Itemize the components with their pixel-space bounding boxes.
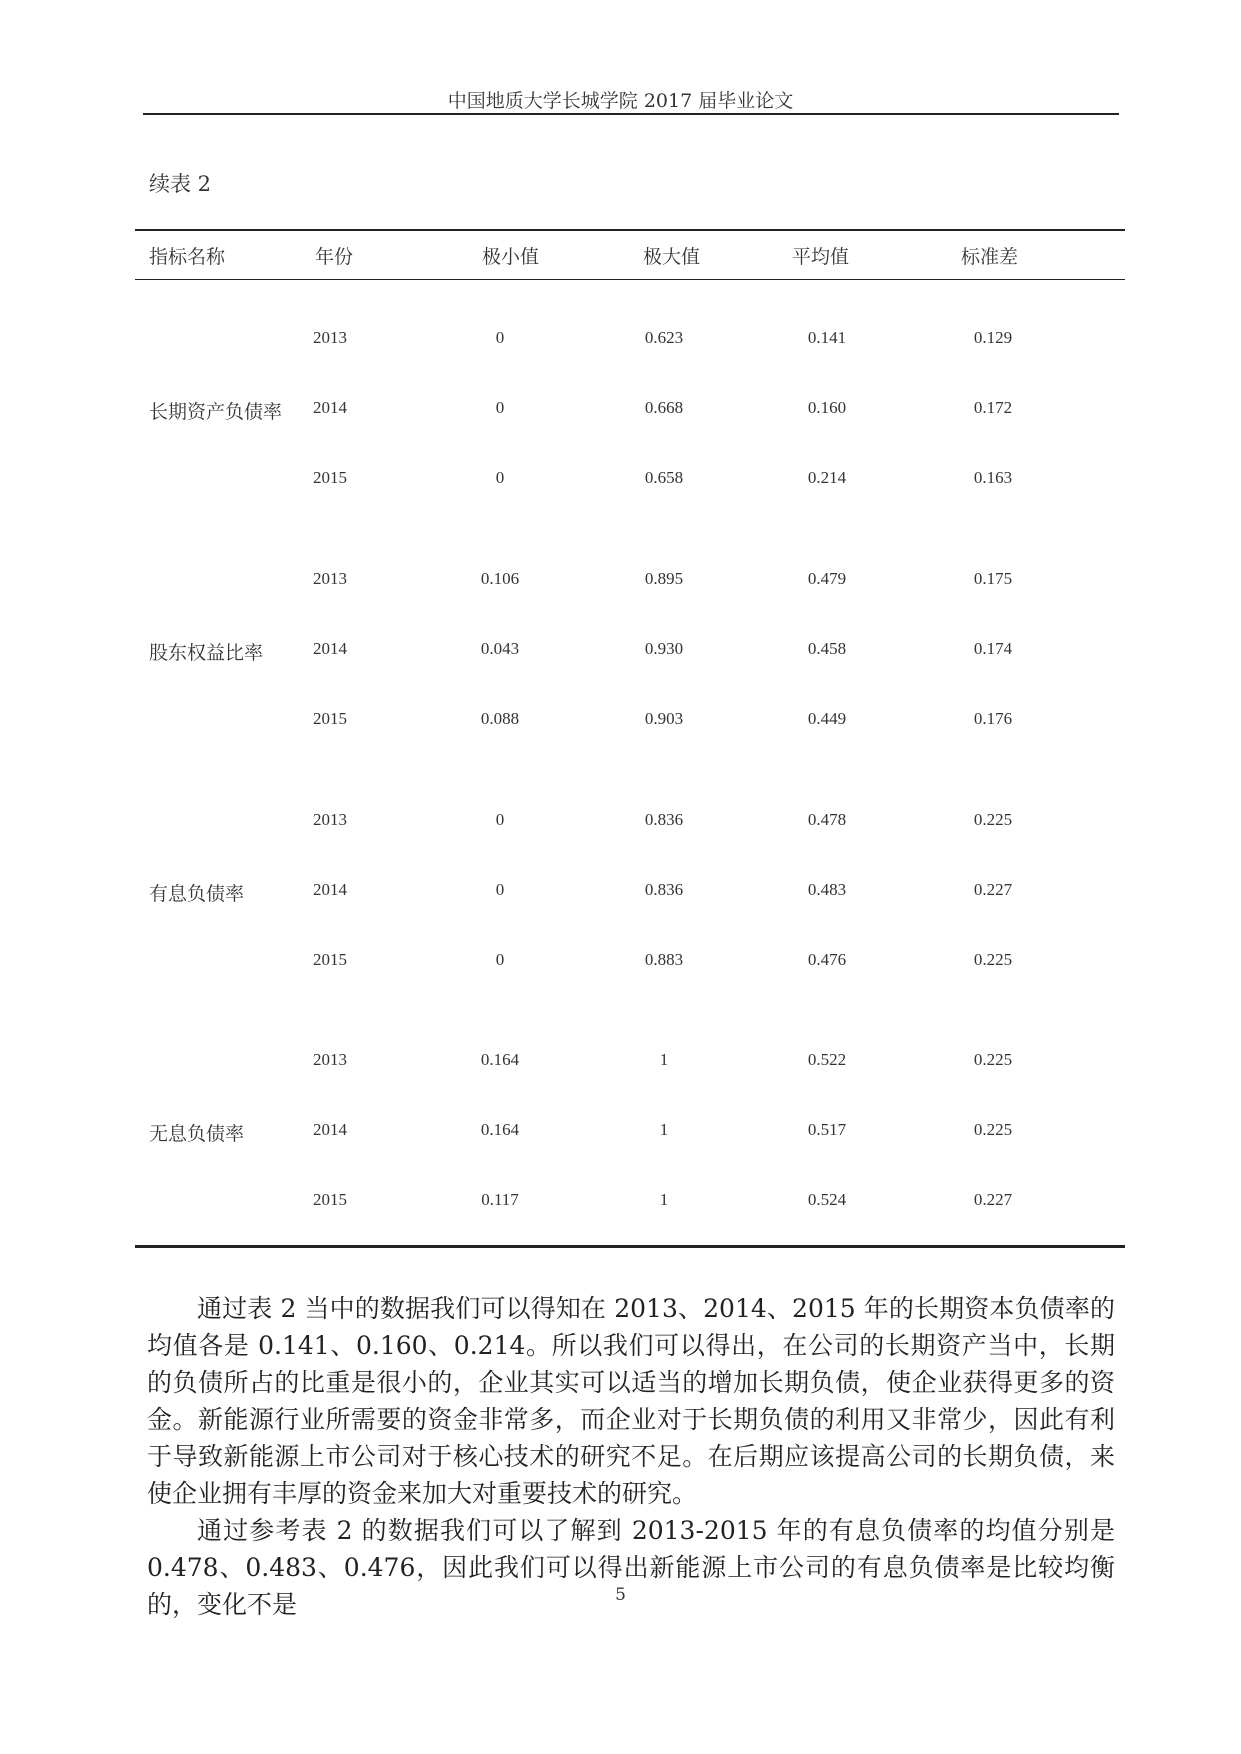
table-cell-mean: 0.483 (807, 880, 847, 899)
table-cell-year: 2014 (313, 398, 347, 417)
table-cell-std: 0.225 (973, 810, 1013, 829)
table-cell-year: 2014 (313, 1120, 347, 1139)
table-caption: 续表 2 (149, 172, 212, 196)
table-cell-year: 2013 (313, 328, 347, 347)
table-cell-year: 2013 (313, 810, 347, 829)
table-cell-std: 0.227 (973, 880, 1013, 899)
table-bottom-rule (135, 1245, 1125, 1248)
table-top-rule (135, 229, 1125, 231)
table-cell-std: 0.163 (973, 468, 1013, 487)
table-cell-std: 0.175 (973, 569, 1013, 588)
row-group-label: 有息负债率 (149, 883, 245, 905)
table-cell-year: 2014 (313, 880, 347, 899)
table-cell-mean: 0.141 (807, 328, 847, 347)
table-cell-mean: 0.160 (807, 398, 847, 417)
table-cell-max: 0.836 (644, 810, 684, 829)
table-cell-year: 2014 (313, 639, 347, 658)
table-cell-min: 0 (495, 880, 505, 899)
table-cell-min: 0.043 (480, 639, 520, 658)
header-rule (143, 113, 1119, 115)
table-cell-max: 0.623 (644, 328, 684, 347)
table-cell-mean: 0.458 (807, 639, 847, 658)
col-header-year: 年份 (315, 246, 354, 268)
body-text-2 (147, 1512, 1115, 1623)
table-cell-min: 0 (495, 950, 505, 969)
table-cell-mean: 0.524 (807, 1190, 847, 1209)
table-cell-min: 0.106 (480, 569, 520, 588)
table-cell-max: 0.836 (644, 880, 684, 899)
body-text (147, 1290, 1115, 1512)
table-cell-mean: 0.449 (807, 709, 847, 728)
table-cell-std: 0.225 (973, 1050, 1013, 1069)
table-cell-mean: 0.476 (807, 950, 847, 969)
table-cell-mean: 0.517 (807, 1120, 847, 1139)
table-cell-year: 2015 (313, 709, 347, 728)
table-cell-std: 0.129 (973, 328, 1013, 347)
table-cell-min: 0 (495, 810, 505, 829)
table-cell-min: 0.164 (480, 1050, 520, 1069)
table-cell-year: 2015 (313, 468, 347, 487)
page-header-title: 中国地质大学长城学院 2017 届毕业论文 (447, 90, 794, 112)
table-cell-year: 2013 (313, 569, 347, 588)
col-header-std: 标准差 (961, 246, 1019, 268)
table-cell-min: 0.088 (480, 709, 520, 728)
table-cell-min: 0.164 (480, 1120, 520, 1139)
table-cell-year: 2015 (313, 950, 347, 969)
table-cell-min: 0 (495, 468, 505, 487)
table-cell-mean: 0.522 (807, 1050, 847, 1069)
paragraph: 通过表 2 当中的数据我们可以得知在 2013、2014、2015 年的长期资本负债率的均值各是 0.141、0.160、0.214。所以我们可以得出，在公司的长期资产当中，长期的负债所占的比重是很小的，企业其实可以适当的增加长期负债，使企业获得更多的资金。新能源行业所需要的资金非常多，而企业对于长期负债的利用又非常少，因此有利于导致新能源上市公司对于核心技术的研究不足。在后期应该提高公司的长期负债，来使企业拥有丰厚的资金来加大对重要技术的研究。 (147, 1294, 1115, 1508)
table-cell-min: 0 (495, 398, 505, 417)
table-cell-std: 0.172 (973, 398, 1013, 417)
paragraph: 通过参考表 2 的数据我们可以了解到 2013-2015 年的有息负债率的均值分别是 0.478、0.483、0.476，因此我们可以得出新能源上市公司的有息负债率是比较均衡的，变化不是 (147, 1516, 1115, 1619)
table-cell-max: 0.668 (644, 398, 684, 417)
table-cell-max: 1 (659, 1120, 669, 1139)
table-cell-min: 0 (495, 328, 505, 347)
table-cell-mean: 0.214 (807, 468, 847, 487)
table-cell-max: 0.883 (644, 950, 684, 969)
col-header-max: 极大值 (643, 246, 701, 268)
col-header-indicator: 指标名称 (149, 246, 226, 268)
row-group-label: 股东权益比率 (149, 642, 264, 664)
table-header-rule (135, 279, 1125, 280)
col-header-min: 极小值 (482, 246, 540, 268)
table-cell-mean: 0.479 (807, 569, 847, 588)
table-cell-std: 0.225 (973, 950, 1013, 969)
table-cell-max: 1 (659, 1050, 669, 1069)
table-cell-max: 1 (659, 1190, 669, 1209)
table-cell-max: 0.658 (644, 468, 684, 487)
table-cell-std: 0.174 (973, 639, 1013, 658)
table-cell-std: 0.176 (973, 709, 1013, 728)
row-group-label: 无息负债率 (149, 1123, 245, 1145)
page-number: 5 (615, 1585, 626, 1605)
table-cell-year: 2015 (313, 1190, 347, 1209)
table-cell-std: 0.227 (973, 1190, 1013, 1209)
table-cell-max: 0.895 (644, 569, 684, 588)
table-cell-max: 0.903 (644, 709, 684, 728)
table-cell-year: 2013 (313, 1050, 347, 1069)
table-cell-min: 0.117 (481, 1190, 519, 1209)
row-group-label: 长期资产负债率 (149, 401, 283, 423)
table-cell-std: 0.225 (973, 1120, 1013, 1139)
col-header-mean: 平均值 (792, 246, 850, 268)
table-cell-mean: 0.478 (807, 810, 847, 829)
table-cell-max: 0.930 (644, 639, 684, 658)
